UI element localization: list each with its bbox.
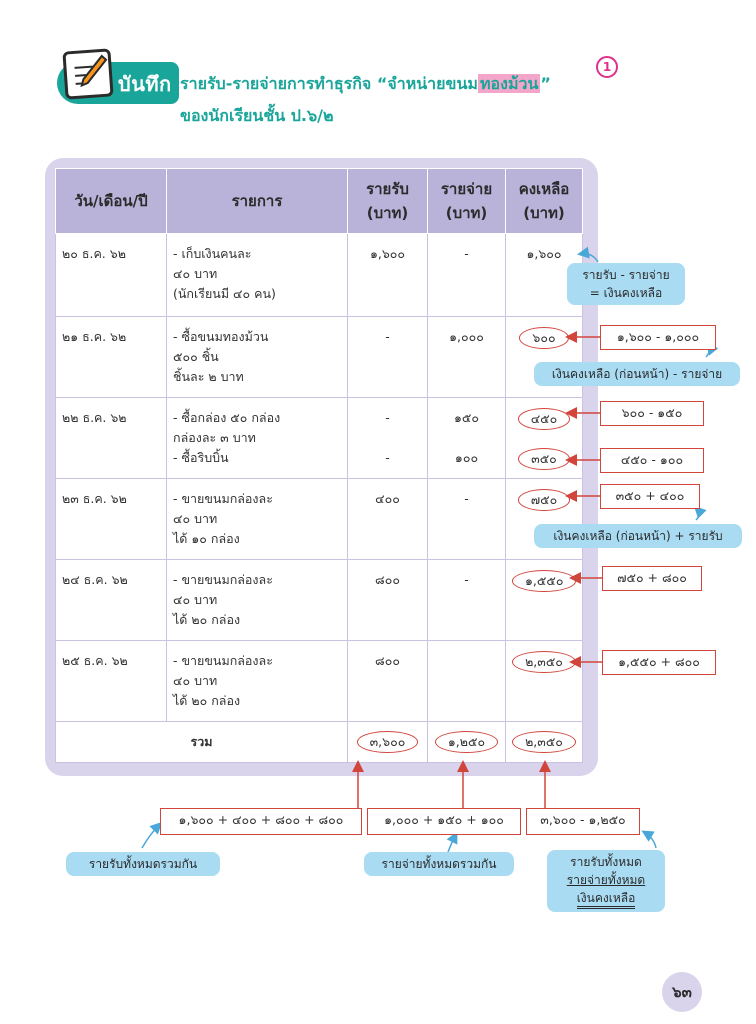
pencil-note-icon xyxy=(62,48,113,99)
table-row: ๒๐ ธ.ค. ๖๒ - เก็บเงินคนละ ๔๐ บาท (นักเรียนมี ๔๐ คน) ๑,๖๐๐ - ๑,๖๐๐ xyxy=(56,234,583,317)
balance-oval: ๑,๕๕๐ xyxy=(512,570,576,592)
table-row: ๒๒ ธ.ค. ๖๒ - ซื้อกล่อง ๕๐ กล่อง กล่องละ ๓ บาท - ซื้อริบบิ้น - - ๑๕๐ ๑๐๐ ๔๕๐ ๓๕๐ xyxy=(56,398,583,479)
note-label: บันทึก xyxy=(118,72,172,96)
header-date: วัน/เดือน/ปี xyxy=(56,169,167,234)
calc-total-balance: ๓,๖๐๐ - ๑,๒๕๐ xyxy=(526,808,640,835)
calc-row3a: ๖๐๐ - ๑๕๐ xyxy=(600,401,704,426)
balance-oval: ๔๕๐ xyxy=(518,408,571,430)
calc-total-expense: ๑,๐๐๐ + ๑๕๐ + ๑๐๐ xyxy=(367,808,521,835)
header-item: รายการ xyxy=(167,169,348,234)
table-row: ๒๕ ธ.ค. ๖๒ - ขายขนมกล่องละ ๔๐ บาท ได้ ๒๐ กล่อง ๘๐๐ ๒,๓๕๐ xyxy=(56,641,583,722)
prev-plus-income-bubble: เงินคงเหลือ (ก่อนหน้า) + รายรับ xyxy=(534,524,742,548)
ledger-table xyxy=(55,168,583,763)
page-title-line1: รายรับ-รายจ่ายการทำธุรกิจ “จำหน่ายขนม ทองม้วน ” xyxy=(180,74,551,93)
header-expense: รายจ่าย (บาท) xyxy=(428,169,506,234)
balance-oval: ๓๕๐ xyxy=(518,448,570,470)
calc-row5: ๗๕๐ + ๘๐๐ xyxy=(602,566,702,591)
total-label: รวม xyxy=(56,722,348,763)
total-expense-bubble: รายจ่ายทั้งหมดรวมกัน xyxy=(364,852,514,876)
balance-oval: ๗๕๐ xyxy=(518,489,571,511)
prev-minus-expense-bubble: เงินคงเหลือ (ก่อนหน้า) - รายจ่าย xyxy=(534,362,740,386)
header-income: รายรับ (บาท) xyxy=(348,169,428,234)
balance-rule-bubble: รายรับ - รายจ่าย = เงินคงเหลือ xyxy=(567,263,685,305)
page-number: ๖๓ xyxy=(662,972,702,1012)
calc-row3b: ๔๕๐ - ๑๐๐ xyxy=(600,448,704,473)
balance-oval: ๖๐๐ xyxy=(519,327,568,349)
total-income-bubble: รายรับทั้งหมดรวมกัน xyxy=(66,852,220,876)
balance-oval: ๒,๓๕๐ xyxy=(512,651,576,673)
calc-row4: ๓๕๐ + ๔๐๐ xyxy=(600,484,700,509)
table-row: ๒๑ ธ.ค. ๖๒ - ซื้อขนมทองม้วน ๕๐๐ ชิ้น ชิ้นละ ๒ บาท - ๑,๐๐๐ ๖๐๐ xyxy=(56,317,583,398)
header-balance: คงเหลือ (บาท) xyxy=(506,169,583,234)
title-highlight: ทองม้วน xyxy=(479,74,539,93)
page-title-line2: ของนักเรียนชั้น ป.๖/๒ xyxy=(180,106,334,125)
final-balance-bubble: รายรับทั้งหมด รายจ่ายทั้งหมด เงินคงเหลือ xyxy=(547,850,665,912)
total-income-oval: ๓,๖๐๐ xyxy=(357,731,419,753)
table-row: ๒๓ ธ.ค. ๖๒ - ขายขนมกล่องละ ๔๐ บาท ได้ ๑๐ กล่อง ๔๐๐ - ๗๕๐ xyxy=(56,479,583,560)
total-balance-oval: ๒,๓๕๐ xyxy=(512,731,576,753)
table-row: ๒๔ ธ.ค. ๖๒ - ขายขนมกล่องละ ๔๐ บาท ได้ ๒๐ กล่อง ๘๐๐ - ๑,๕๕๐ xyxy=(56,560,583,641)
calc-row6: ๑,๕๕๐ + ๘๐๐ xyxy=(602,650,716,675)
total-expense-oval: ๑,๒๕๐ xyxy=(435,731,498,753)
step-marker: 1 xyxy=(596,56,618,78)
total-row xyxy=(56,722,583,763)
calc-total-income: ๑,๖๐๐ + ๔๐๐ + ๘๐๐ + ๘๐๐ xyxy=(160,808,362,835)
calc-row2: ๑,๖๐๐ - ๑,๐๐๐ xyxy=(600,325,716,350)
